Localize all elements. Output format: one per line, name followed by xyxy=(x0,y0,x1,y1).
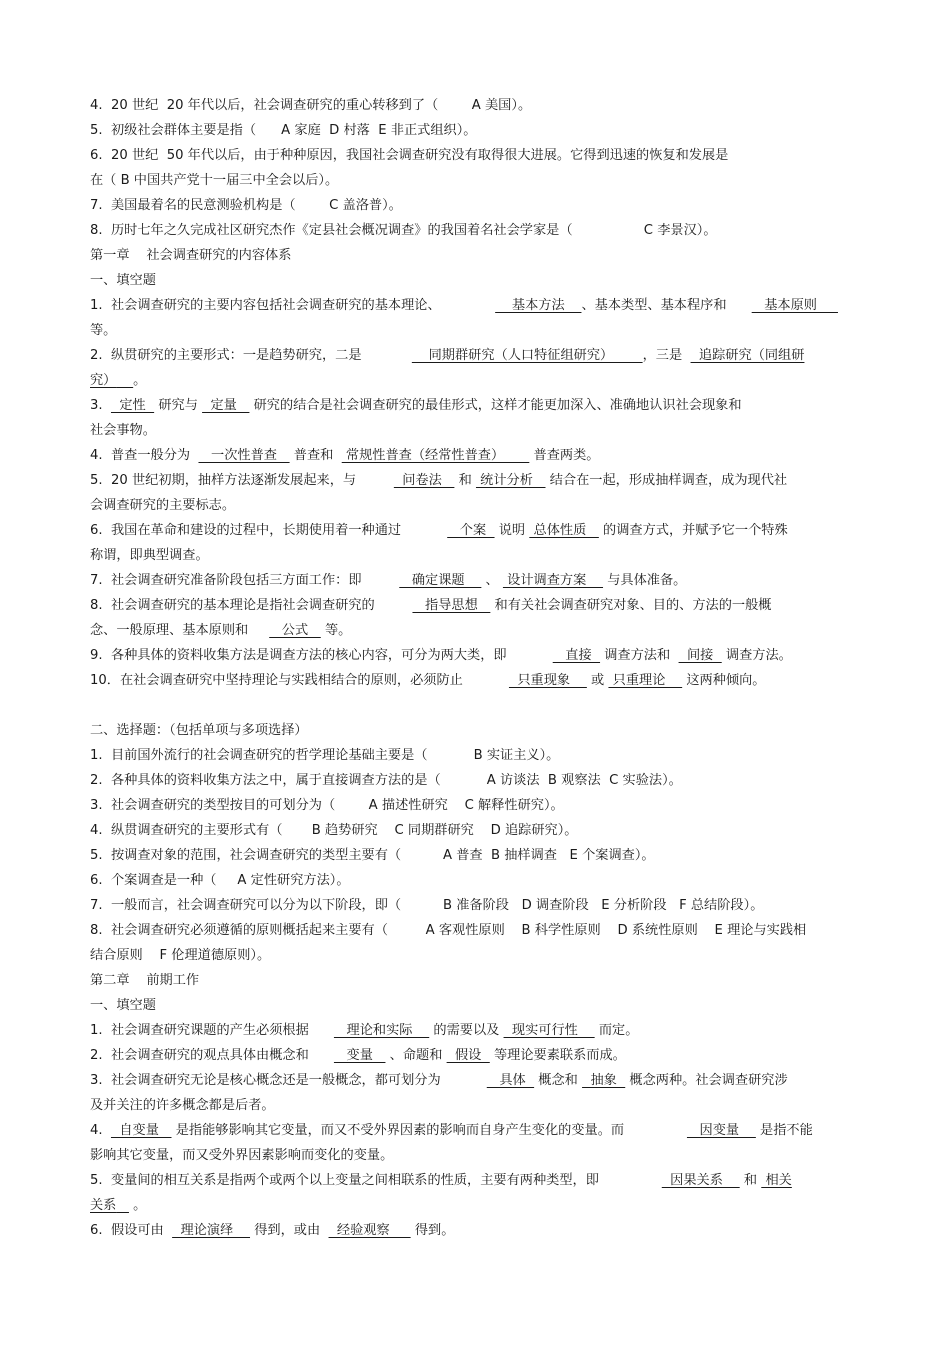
answer-blank: 相关 xyxy=(761,1173,792,1188)
text-segment: 4. 普查一般分为 xyxy=(90,448,199,463)
text-line xyxy=(90,318,850,343)
answer-blank: 关系 xyxy=(90,1198,117,1213)
text-segment: 的调查方式，并赋予它一个特殊 xyxy=(598,523,788,538)
answer-blank: 指导思想 xyxy=(412,598,491,613)
text-line xyxy=(90,168,850,193)
text-segment: 1. 社会调查研究的主要内容包括社会调查研究的基本理论、 xyxy=(90,298,496,313)
text-line xyxy=(90,618,850,643)
blank-line xyxy=(90,693,850,718)
text-line xyxy=(90,93,850,118)
text-segment: 10．在社会调查研究中坚持理论与实践相结合的原则，必须防止 xyxy=(90,673,509,688)
text-segment: ，三是 xyxy=(642,348,691,363)
text-line xyxy=(90,993,850,1018)
text-segment: 4. 纵贯调查研究的主要形式有（ B 趋势研究 C 同期群研究 D 追踪研究）。 xyxy=(90,823,578,838)
text-segment: 、基本类型、基本程序和 xyxy=(581,298,752,313)
answer-blank: 个案 xyxy=(447,523,495,538)
text-segment: 3. xyxy=(90,398,111,413)
answer-blank: 常规性普查（经常性普查） xyxy=(341,448,530,463)
text-segment: 、命题和 xyxy=(385,1048,447,1063)
text-segment: 一、填空题 xyxy=(90,998,156,1013)
text-segment: 说明 xyxy=(494,523,530,538)
text-line xyxy=(90,243,850,268)
answer-blank: 究） xyxy=(90,373,117,388)
text-segment: 的需要以及 xyxy=(429,1023,504,1038)
text-segment: 6. 个案调查是一种（ A 定性研究方法）。 xyxy=(90,873,350,888)
text-segment: 5. 20 世纪初期，抽样方法逐渐发展起来，与 xyxy=(90,473,394,488)
answer-blank: 确定课题 xyxy=(399,573,482,588)
answer-blank: 定性 xyxy=(110,398,155,413)
text-segment: 念、一般原理、基本原则和 xyxy=(90,623,270,638)
answer-blank: 公式 xyxy=(269,623,321,638)
text-segment: 4. 20 世纪 20 年代以后，社会调查研究的重心转移到了（ A 美国）。 xyxy=(90,98,532,113)
text-segment: 会调查研究的主要标志。 xyxy=(90,498,236,513)
text-segment: 1. 目前国外流行的社会调查研究的哲学理论基础主要是（ B 实证主义）。 xyxy=(90,748,560,763)
text-line xyxy=(90,418,850,443)
answer-blank: 问卷法 xyxy=(393,473,455,488)
answer-blank: 经验观察 xyxy=(328,1223,411,1238)
text-segment: 、 xyxy=(481,573,503,588)
answer-blank: 只重理论 xyxy=(608,673,683,688)
answer-blank: 设计调查方案 xyxy=(502,573,604,588)
answer-blank: 理论演绎 xyxy=(172,1223,251,1238)
text-line xyxy=(90,918,850,943)
answer-blank: 变量 xyxy=(333,1048,386,1063)
text-line xyxy=(90,593,850,618)
answer-blank: 统计分析 xyxy=(475,473,546,488)
text-line xyxy=(90,868,850,893)
text-segment: 和 xyxy=(739,1173,762,1188)
text-segment: 5. 按调查对象的范围，社会调查研究的类型主要有（ A 普查 B 抽样调查 E 个案调查）。 xyxy=(90,848,655,863)
text-segment: 8. 历时七年之久完成社区研究杰作《定县社会概况调查》的我国着名社会学家是（ C 李景汉）。 xyxy=(90,223,717,238)
answer-blank: 总体性质 xyxy=(529,523,599,538)
text-segment: 二、选择题：（包括单项与多项选择） xyxy=(90,723,308,738)
text-segment: 3. 社会调查研究无论是核心概念还是一般概念，都可划分为 xyxy=(90,1073,487,1088)
answer-blank: 定量 xyxy=(202,398,250,413)
text-segment: 5. 初级社会群体主要是指（ A 家庭 D 村落 E 非正式组织）。 xyxy=(90,123,477,138)
text-segment: 及并关注的许多概念都是后者。 xyxy=(90,1098,275,1113)
text-line xyxy=(90,943,850,968)
text-segment: 得到，或由 xyxy=(250,1223,329,1238)
text-segment: 等。 xyxy=(320,623,352,638)
text-line xyxy=(90,893,850,918)
answer-blank: 抽象 xyxy=(582,1073,626,1088)
answer-blank xyxy=(116,1198,129,1213)
text-segment: 第一章 社会调查研究的内容体系 xyxy=(90,248,292,263)
answer-blank: 基本原则 xyxy=(751,298,838,313)
text-line xyxy=(90,768,850,793)
document-page xyxy=(90,93,850,1243)
text-segment: 等理论要素联系而成。 xyxy=(489,1048,626,1063)
text-line xyxy=(90,668,850,693)
text-segment: 在（ B 中国共产党十一届三中全会以后）。 xyxy=(90,173,339,188)
text-line xyxy=(90,193,850,218)
answer-blank: 因变量 xyxy=(686,1123,756,1138)
text-line xyxy=(90,1168,850,1193)
text-segment: 和 xyxy=(454,473,476,488)
text-line xyxy=(90,368,850,393)
text-line xyxy=(90,543,850,568)
text-line xyxy=(90,1143,850,1168)
text-line xyxy=(90,1068,850,1093)
text-segment: 社会事物。 xyxy=(90,423,156,438)
answer-blank: 自变量 xyxy=(110,1123,172,1138)
answer-blank: 假设 xyxy=(446,1048,490,1063)
answer-blank: 一次性普查 xyxy=(198,448,290,463)
answer-blank: 同期群研究（人口特征组研究） xyxy=(411,348,643,363)
text-line xyxy=(90,968,850,993)
text-segment: 这两种倾向。 xyxy=(682,673,766,688)
text-segment: 结合在一起，形成抽样调查，成为现代社 xyxy=(545,473,788,488)
text-segment: 7. 一般而言，社会调查研究可以分为以下阶段，即（ B 准备阶段 D 调查阶段 E 分析阶段 F 总结阶段）。 xyxy=(90,898,764,913)
text-segment: 是指不能 xyxy=(755,1123,813,1138)
answer-blank: 基本方法 xyxy=(495,298,582,313)
text-segment: 或 xyxy=(586,673,609,688)
text-line xyxy=(90,468,850,493)
answer-blank: 具体 xyxy=(486,1073,535,1088)
text-line xyxy=(90,718,850,743)
answer-blank: 理论和实际 xyxy=(333,1023,430,1038)
text-line xyxy=(90,118,850,143)
text-segment: 9. 各种具体的资料收集方法是调查方法的核心内容，可分为两大类，即 xyxy=(90,648,553,663)
text-segment: 称谓，即典型调查。 xyxy=(90,548,209,563)
text-segment: 8. 社会调查研究的基本理论是指社会调查研究的 xyxy=(90,598,413,613)
text-segment: 概念两种。社会调查研究涉 xyxy=(625,1073,788,1088)
text-segment: 2. 社会调查研究的观点具体由概念和 xyxy=(90,1048,334,1063)
text-line xyxy=(90,843,850,868)
text-segment: 。 xyxy=(133,373,147,388)
text-line xyxy=(90,1193,850,1218)
answer-blank: 只重现象 xyxy=(508,673,587,688)
text-line xyxy=(90,743,850,768)
text-line xyxy=(90,1043,850,1068)
text-segment: 5. 变量间的相互关系是指两个或两个以上变量之间相联系的性质，主要有两种类型，即 xyxy=(90,1173,662,1188)
text-segment: 7. 美国最着名的民意测验机构是（ C 盖洛普）。 xyxy=(90,198,402,213)
text-segment: 。 xyxy=(128,1198,147,1213)
text-line xyxy=(90,1093,850,1118)
text-line xyxy=(90,293,850,318)
text-line xyxy=(90,1218,850,1243)
text-line xyxy=(90,818,850,843)
answer-blank: 现实可行性 xyxy=(503,1023,595,1038)
text-line xyxy=(90,1018,850,1043)
text-line xyxy=(90,268,850,293)
text-segment: 概念和 xyxy=(534,1073,583,1088)
text-segment: 2. 各种具体的资料收集方法之中，属于直接调查方法的是（ A 访谈法 B 观察法 C 实验法）。 xyxy=(90,773,682,788)
text-segment: 研究与 xyxy=(154,398,203,413)
text-line xyxy=(90,568,850,593)
text-line xyxy=(90,518,850,543)
text-line xyxy=(90,643,850,668)
text-segment: 7. 社会调查研究准备阶段包括三方面工作：即 xyxy=(90,573,400,588)
text-line xyxy=(90,393,850,418)
text-segment: 和有关社会调查研究对象、目的、方法的一般概 xyxy=(490,598,772,613)
text-segment: 是指能够影响其它变量，而又不受外界因素的影响而自身产生变化的变量。而 xyxy=(171,1123,687,1138)
text-segment: 3. 社会调查研究的类型按目的可划分为（ A 描述性研究 C 解释性研究）。 xyxy=(90,798,564,813)
text-segment: 1. 社会调查研究课题的产生必须根据 xyxy=(90,1023,334,1038)
text-segment: 与具体准备。 xyxy=(603,573,687,588)
text-segment: 第二章 前期工作 xyxy=(90,973,200,988)
text-segment: 调查方法。 xyxy=(721,648,792,663)
answer-blank xyxy=(116,373,133,388)
text-line xyxy=(90,143,850,168)
text-segment: 等。 xyxy=(90,323,117,338)
text-line xyxy=(90,218,850,243)
text-segment: 4. xyxy=(90,1123,111,1138)
text-segment: 普查和 xyxy=(289,448,342,463)
text-segment: 6. 20 世纪 50 年代以后，由于种种原因，我国社会调查研究没有取得很大进展。它得到迅速的恢复和发展是 xyxy=(90,148,729,163)
text-line xyxy=(90,493,850,518)
text-line xyxy=(90,343,850,368)
answer-blank: 追踪研究（同组研 xyxy=(690,348,805,363)
text-segment: 6. 假设可由 xyxy=(90,1223,173,1238)
text-line xyxy=(90,443,850,468)
text-segment: 8. 社会调查研究必须遵循的原则概括起来主要有（ A 客观性原则 B 科学性原则 D 系统性原则 E 理论与实践相 xyxy=(90,923,807,938)
text-segment: 普查两类。 xyxy=(529,448,600,463)
text-segment: 一、填空题 xyxy=(90,273,156,288)
text-segment: 而定。 xyxy=(594,1023,639,1038)
answer-blank: 间接 xyxy=(678,648,722,663)
text-line xyxy=(90,793,850,818)
text-segment: 结合原则 F 伦理道德原则）。 xyxy=(90,948,271,963)
answer-blank: 因果关系 xyxy=(661,1173,740,1188)
text-segment: 得到。 xyxy=(410,1223,455,1238)
text-segment: 6. 我国在革命和建设的过程中，长期使用着一种通过 xyxy=(90,523,448,538)
text-line xyxy=(90,1118,850,1143)
text-segment: 研究的结合是社会调查研究的最佳形式，这样才能更加深入、准确地认识社会现象和 xyxy=(249,398,742,413)
answer-blank: 直接 xyxy=(552,648,601,663)
text-segment: 2. 纵贯研究的主要形式：一是趋势研究，二是 xyxy=(90,348,412,363)
text-segment: 影响其它变量，而又受外界因素影响而变化的变量。 xyxy=(90,1148,394,1163)
text-segment: 调查方法和 xyxy=(600,648,679,663)
